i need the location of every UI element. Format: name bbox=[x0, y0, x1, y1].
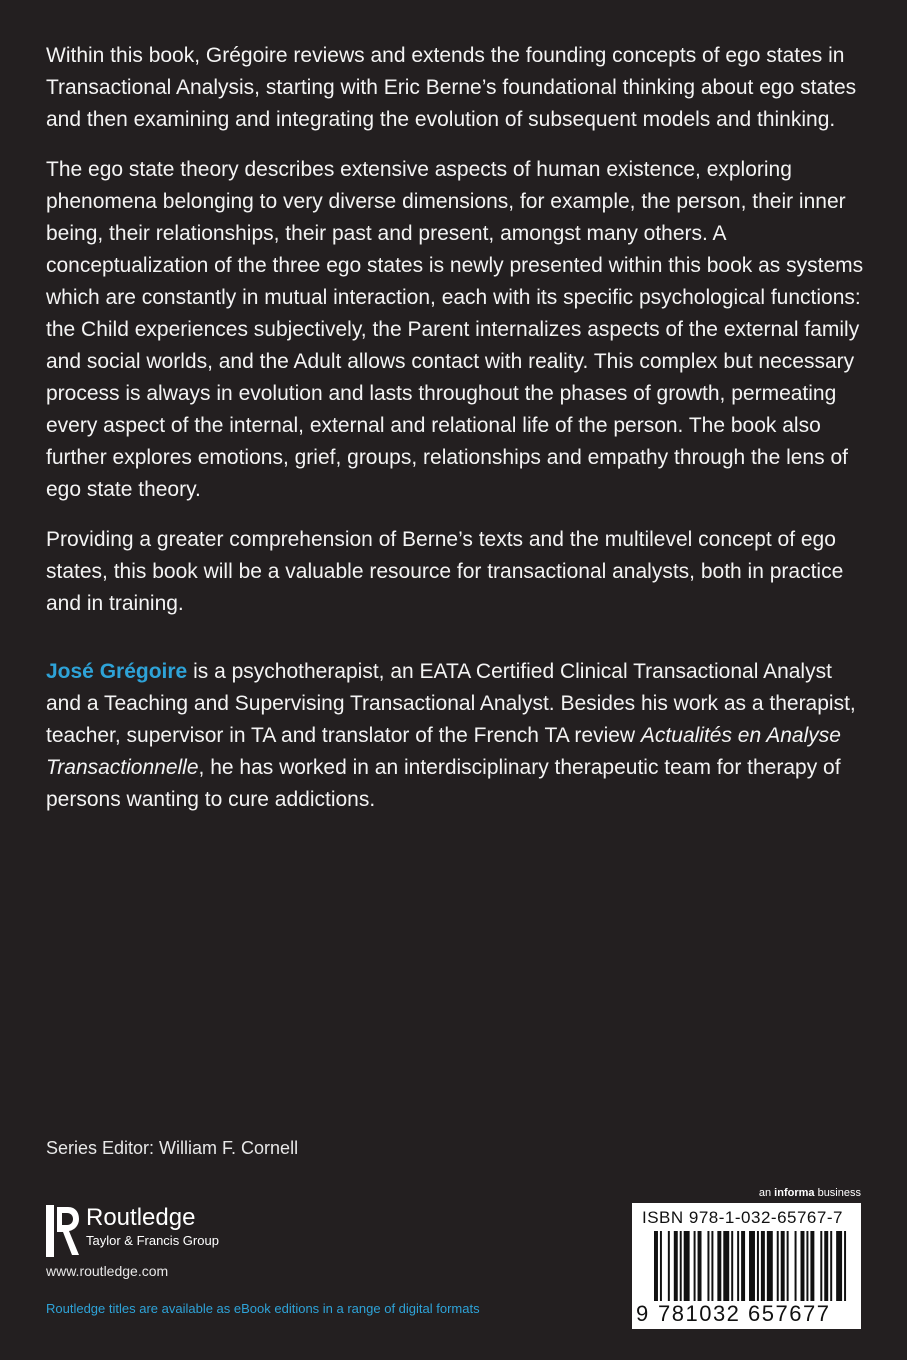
ebook-note: Routledge titles are available as eBook editions in a range of digital formats bbox=[46, 1301, 480, 1316]
barcode-digits: 781032 657677 bbox=[658, 1301, 831, 1326]
barcode-bar bbox=[654, 1231, 658, 1301]
barcode-bar bbox=[836, 1231, 842, 1301]
barcode-bar bbox=[810, 1231, 814, 1301]
barcode-bar bbox=[717, 1231, 721, 1301]
barcode-bar bbox=[795, 1231, 797, 1301]
informa-suffix: business bbox=[814, 1187, 861, 1199]
barcode-bar bbox=[801, 1231, 805, 1301]
isbn-number: ISBN 978-1-032-65767-7 bbox=[642, 1208, 843, 1227]
barcode-bar bbox=[741, 1231, 745, 1301]
barcode-bar bbox=[660, 1231, 662, 1301]
publisher-block bbox=[46, 1205, 219, 1257]
barcode-bar bbox=[806, 1231, 808, 1301]
barcode-bar bbox=[767, 1231, 773, 1301]
routledge-logo-icon bbox=[46, 1205, 80, 1257]
blurb-paragraph-2: The ego state theory describes extensive aspects of human existence, exploring phenomena belonging to very diverse dimensions, for example, the person, their inner being, their relationships, their past and present, amongst many others. A conceptualization of the three ego states is newly presented within this book as systems which are constantly in mutual interaction, each with its specific psychological functions: the Child experiences subjectively, the Parent internalizes aspects of the external family and social worlds, and the Adult allows contact with reality. This complex but necessary process is always in evolution and lasts throughout the phases of growth, permeating every aspect of the internal, external and relational life of the person. The book also further explores emotions, grief, groups, relationships and empathy through the lens of ego state theory. bbox=[46, 158, 864, 501]
barcode-bar bbox=[824, 1231, 828, 1301]
barcode-bar bbox=[668, 1231, 670, 1301]
blurb-paragraph-3: Providing a greater comprehension of Berne’s texts and the multilevel concept of ego states, this book will be a valuable resource for transactional analysts, both in practice and in training. bbox=[46, 528, 844, 615]
author-bio-text: is a psychotherapist, an EATA Certified Clinical Transactional Analyst and a Teaching and Supervising Transactional Analyst. Besides his work as a therapist, teacher, supervisor in TA and translator of the French TA review bbox=[46, 660, 856, 747]
barcode-bar bbox=[731, 1231, 733, 1301]
barcode-bar bbox=[844, 1231, 846, 1301]
barcode-bar bbox=[694, 1231, 696, 1301]
barcode-bar bbox=[830, 1231, 832, 1301]
barcode-bar bbox=[820, 1231, 822, 1301]
author-name: José Grégoire bbox=[46, 660, 188, 683]
barcode-bar bbox=[761, 1231, 765, 1301]
publisher-text bbox=[86, 1205, 219, 1248]
barcode-bars bbox=[654, 1231, 850, 1301]
isbn-barcode bbox=[632, 1203, 861, 1329]
back-cover-blurb bbox=[46, 40, 864, 834]
barcode-bar bbox=[680, 1231, 682, 1301]
author-bio-text-end: , he has worked in an interdisciplinary therapeutic team for therapy of persons wanting to cure addictions. bbox=[46, 756, 841, 811]
barcode-bar bbox=[757, 1231, 759, 1301]
barcode-bar bbox=[698, 1231, 702, 1301]
publisher-name: Routledge bbox=[86, 1204, 196, 1231]
informa-tagline bbox=[759, 1187, 861, 1199]
barcode-bar bbox=[711, 1231, 713, 1301]
author-bio bbox=[46, 656, 864, 816]
barcode-bar bbox=[674, 1231, 678, 1301]
series-editor: Series Editor: William F. Cornell bbox=[46, 1138, 299, 1158]
publisher-group: Taylor & Francis Group bbox=[86, 1233, 219, 1248]
review-title: Actualités en Analyse Transactionnelle bbox=[46, 724, 841, 779]
barcode-bar bbox=[737, 1231, 739, 1301]
informa-prefix: an bbox=[758, 1187, 775, 1199]
barcode-bar bbox=[781, 1231, 785, 1301]
barcode-bar bbox=[723, 1231, 729, 1301]
barcode-bar bbox=[777, 1231, 779, 1301]
barcode-bar bbox=[707, 1231, 709, 1301]
publisher-url[interactable]: www.routledge.com bbox=[46, 1263, 169, 1279]
barcode-first-digit: 9 bbox=[636, 1301, 649, 1326]
blurb-paragraph-1: Within this book, Grégoire reviews and extends the founding concepts of ego states in Transactional Analysis, starting with Eric Berne’s foundational thinking about ego states and then examining and integrating the evolution of subsequent models and thinking. bbox=[46, 44, 857, 131]
barcode-bar bbox=[749, 1231, 755, 1301]
barcode-bar bbox=[787, 1231, 789, 1301]
barcode-bar bbox=[684, 1231, 690, 1301]
informa-bold: informa bbox=[774, 1187, 815, 1199]
